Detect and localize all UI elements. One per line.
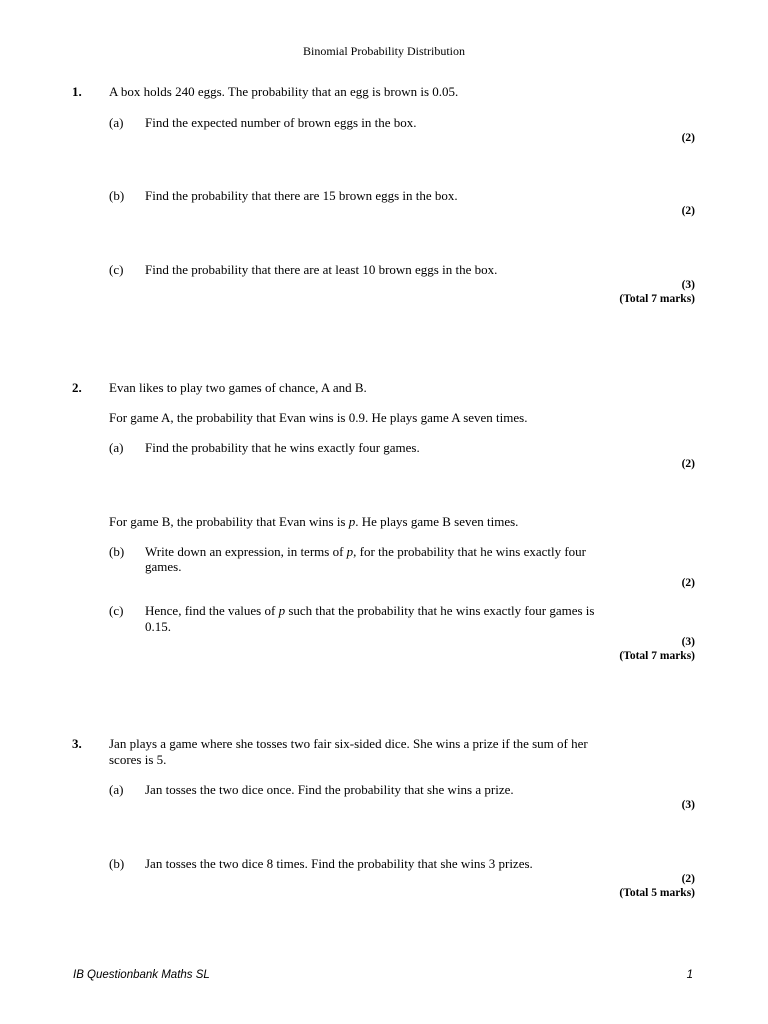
- question-number: 3.: [72, 736, 82, 751]
- part-marks: (2): [681, 458, 695, 470]
- question-stem: Jan plays a game where she tosses two fair six-sided dice. She wins a prize if the sum of her: [109, 736, 588, 751]
- question-stem: Evan likes to play two games of chance, A and B.: [109, 380, 367, 395]
- part-marks: (3): [681, 636, 695, 648]
- part-label: (c): [109, 262, 124, 277]
- part-text: Find the probability that there are at least 10 brown eggs in the box.: [145, 262, 498, 277]
- part-text: Find the probability that he wins exactly four games.: [145, 440, 420, 455]
- part-text-post: , for the probability that he wins exactly four: [353, 544, 587, 559]
- part-label: (b): [109, 544, 125, 559]
- part-label: (c): [109, 603, 124, 618]
- part-label: (a): [109, 782, 124, 797]
- part-marks: (2): [681, 132, 695, 144]
- question-number: 2.: [72, 380, 82, 395]
- question-total-marks: (Total 7 marks): [619, 293, 695, 305]
- variable-p: p: [346, 544, 354, 559]
- part-marks: (2): [681, 205, 695, 217]
- intro-text: . He plays game B seven times.: [355, 514, 519, 529]
- part-text-post: such that the probability that he wins exactly four games is: [285, 603, 595, 618]
- part-text: Find the probability that there are 15 brown eggs in the box.: [145, 188, 458, 203]
- question-stem: A box holds 240 eggs. The probability that an egg is brown is 0.05.: [109, 84, 459, 99]
- question-total-marks: (Total 5 marks): [619, 887, 695, 899]
- part-text: Find the expected number of brown eggs in the box.: [145, 115, 417, 130]
- part-label: (b): [109, 856, 125, 871]
- page-number: 1: [686, 969, 693, 981]
- footer-source: IB Questionbank Maths SL: [73, 969, 210, 981]
- part-label: (a): [109, 440, 124, 455]
- part-text-continued: games.: [145, 559, 182, 574]
- part-label: (b): [109, 188, 125, 203]
- part-text: [145, 544, 586, 560]
- question-intro-game-b: [109, 514, 518, 530]
- part-marks: (2): [681, 873, 695, 885]
- part-marks: (2): [681, 577, 695, 589]
- variable-p: p: [348, 514, 356, 529]
- question-number: 1.: [72, 84, 82, 99]
- question-intro-game-a: For game A, the probability that Evan wins is 0.9. He plays game A seven times.: [109, 410, 528, 425]
- part-text: Jan tosses the two dice once. Find the probability that she wins a prize.: [145, 782, 514, 797]
- part-text-pre: Write down an expression, in terms of: [145, 544, 347, 559]
- page-header-title: Binomial Probability Distribution: [303, 44, 465, 58]
- part-text-continued: 0.15.: [145, 619, 171, 634]
- part-text: Jan tosses the two dice 8 times. Find the probability that she wins 3 prizes.: [145, 856, 533, 871]
- question-stem-continued: scores is 5.: [109, 752, 167, 767]
- part-marks: (3): [681, 279, 695, 291]
- intro-text: For game B, the probability that Evan wins is: [109, 514, 349, 529]
- part-marks: (3): [681, 799, 695, 811]
- part-text-pre: Hence, find the values of: [145, 603, 279, 618]
- question-total-marks: (Total 7 marks): [619, 650, 695, 662]
- part-text: [145, 603, 594, 619]
- part-label: (a): [109, 115, 124, 130]
- variable-p: p: [278, 603, 286, 618]
